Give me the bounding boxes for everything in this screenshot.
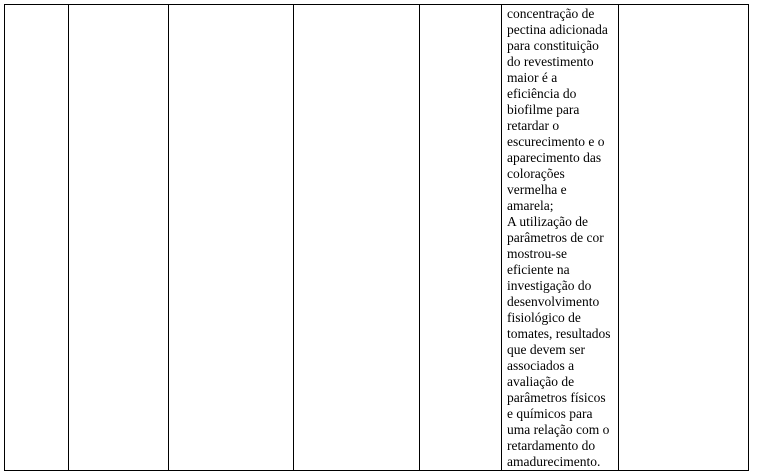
cell-text-block xyxy=(502,5,618,470)
table-cell-col1 xyxy=(5,5,69,471)
cell-text-line: parâmetros de cor xyxy=(507,230,604,245)
cell-text-line: avaliação de xyxy=(507,374,575,389)
cell-text-line: retardamento do xyxy=(507,438,596,453)
table-cell-col3 xyxy=(169,5,294,471)
cell-text-line: retardar o xyxy=(507,118,560,133)
cell-text-line: para constituição xyxy=(507,38,599,53)
cell-text-line: vermelha e xyxy=(507,182,567,197)
cell-text-line: parâmetros físicos xyxy=(507,390,606,405)
table-cell-col7 xyxy=(619,5,749,471)
cell-text-line: aparecimento das xyxy=(507,150,602,165)
cell-text-line: escurecimento e o xyxy=(507,134,605,149)
cell-text-line: concentração de xyxy=(507,6,595,21)
cell-text-line: eficiente na xyxy=(507,262,570,277)
table-cell-col4 xyxy=(294,5,420,471)
cell-text-line: que devem ser xyxy=(507,342,585,357)
table-cell-col2 xyxy=(69,5,169,471)
cell-text-line: amadurecimento. xyxy=(507,454,601,469)
table-cell-col6 xyxy=(502,5,619,471)
table-row xyxy=(5,5,749,471)
cell-text-line: pectina adicionada xyxy=(507,22,608,37)
cell-text-line: e químicos para xyxy=(507,406,593,421)
table-cell-col5 xyxy=(420,5,502,471)
document-table xyxy=(4,4,749,471)
cell-text-line: A utilização de xyxy=(507,214,588,229)
cell-text-line: tomates, resultados xyxy=(507,326,611,341)
cell-text-line: investigação do xyxy=(507,278,592,293)
cell-text-line: maior é a xyxy=(507,70,558,85)
cell-text-line: mostrou-se xyxy=(507,246,567,261)
cell-text-line: colorações xyxy=(507,166,565,181)
cell-text-line: uma relação com o xyxy=(507,422,610,437)
cell-text-line: amarela; xyxy=(507,198,554,213)
cell-text-line: fisiológico de xyxy=(507,310,581,325)
cell-text-line: desenvolvimento xyxy=(507,294,600,309)
cell-text-line: do revestimento xyxy=(507,54,594,69)
cell-text-line: eficiência do xyxy=(507,86,577,101)
cell-text-line: biofilme para xyxy=(507,102,580,117)
cell-text-line: associados a xyxy=(507,358,575,373)
